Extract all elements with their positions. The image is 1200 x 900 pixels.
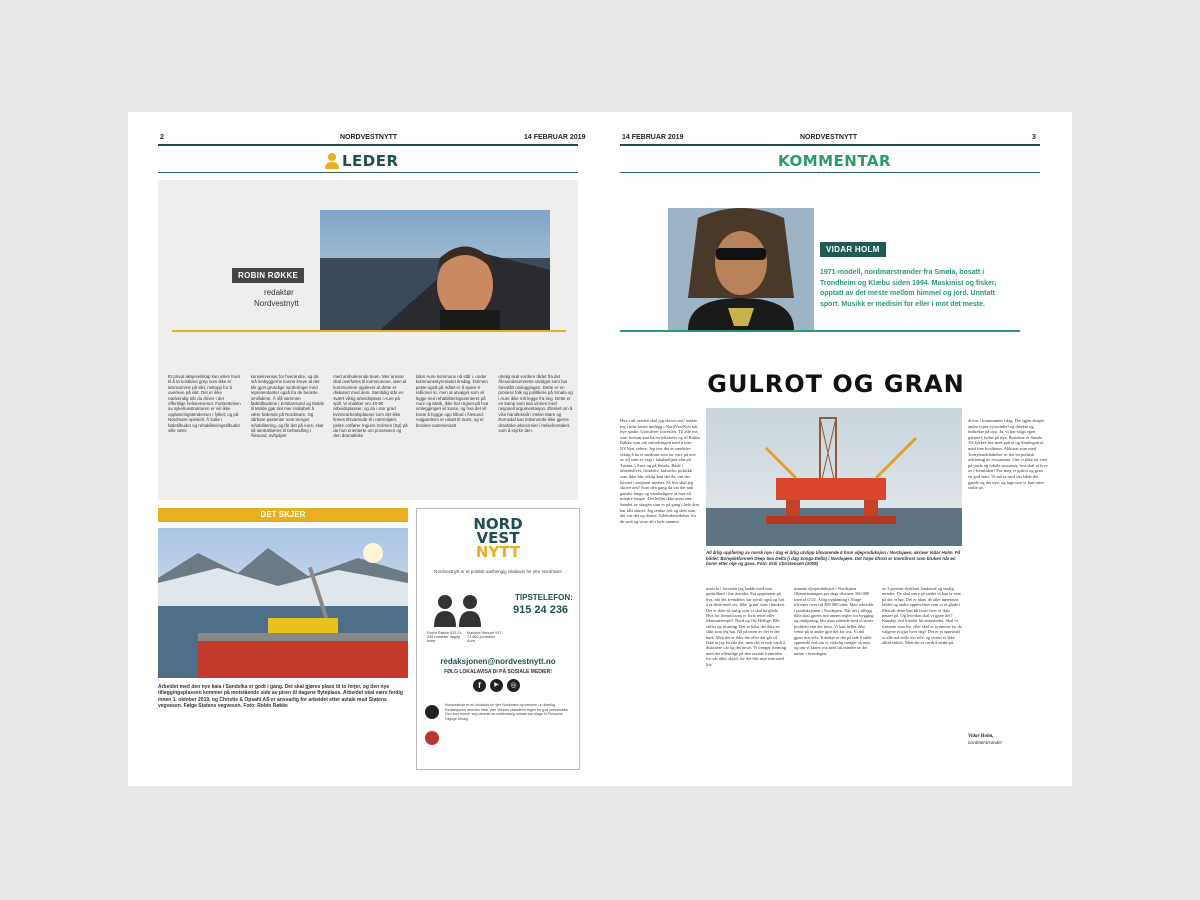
editorial-column-5: utvalg skal vurdere rådet fra det Ålesundssentrerte utvalget som har foreslått omleggingen. Dette er en prosess folk og politikere på Smøla og i Aure ikke må legge fra seg. Dette er en kamp som kan vinnes med rasjonell argumentasjon. Ønsket om å vise handlekraft i Helse Møre og Romsdal kan lettvinnede ikke gjerne drastiske økonomier i helseforetaket, som å styrke den. <box>498 374 573 434</box>
editor-photo <box>320 210 550 330</box>
tips-label: TIPSTELEFON: <box>515 593 573 602</box>
section-title-leder: LEDER <box>342 152 399 170</box>
staff-silhouettes-icon <box>433 593 483 627</box>
instagram-icon[interactable]: ◎ <box>507 679 520 692</box>
section-rule <box>158 172 578 173</box>
yellow-rule <box>172 330 566 332</box>
date-left: 14 FEBRUAR 2019 <box>524 134 586 141</box>
masthead-right: NORDVESTNYTT <box>800 134 858 141</box>
left-newspaper-page <box>128 112 600 786</box>
photo-caption-left: Arbeidet med den nye kaia i Sandvika er godt i gang. Det skal gjøres plass til to ferjer, og den nye tilleggingsplassen kommer på motstående side av piren til dagens flyteplass. Arbeidet skal være ferdig innen 1. oktober 2019, og Christie & Opsahl AS er ansvarlig for arbeidet etter avtale med Statens vegvesen. Følge Statens vegvesen. Foto: Robin Røkke <box>158 684 403 710</box>
ad-tagline: Nordvestnytt er et politisk uavhengig lokalavis for ytre Nordmøre <box>434 569 562 574</box>
body-column-3: tinnene oljeproduksjon i Nordsjøen. Oljeutvinningen per dags tilsvarer 560 000 tonn rå CO2. Årlig nyplanting i Norge tilsvarer over tid 200 000 tonn. Men rekordår i produksjonen i Nordsjøen. Når det i tillegg ikke skal gjøres noe annen regler for bygging og omkjøring, blir man sittende med et større problem enn det løser. Vi kan heller ikke vente på at andre gjør det for oss. Vi må gjøre noe selv. Kanskje er det på tide å stille spørsmål ved om vi virkelig trenger så mye, og om vi klarer oss med litt mindre av det meste i hverdagen. <box>794 586 874 656</box>
columnist-photo <box>668 208 814 330</box>
headline: GULROT OG GRAN <box>707 370 965 398</box>
date-right: 14 FEBRUAR 2019 <box>622 134 684 141</box>
person-icon <box>324 152 340 170</box>
page-number-right: 3 <box>1032 134 1036 141</box>
signature-name: Vidar Holm, <box>968 734 994 739</box>
signature-role: nordmørstrønder <box>968 741 1003 746</box>
section-title-kommentar: KOMMENTAR <box>778 152 892 170</box>
editorial-column-4: tiden Aure kommune nå står i, under kommunestyremøtet tirsdag. Dolmen pekte også på målet er å spare 6 millioner kr, men at utvalget som vil legge ned rehabiliteringssenteret på Aure og Mørk, ikke har regnet på hva omleggingen vil koste, og hva det vil koste å bygge opp tilbud i Ålesund. Avgjørelsen er utsatt til mars, og et bredere sammensatt <box>415 374 489 428</box>
social-follow-text: FØLG LOKALAVISA DI PÅ SOSIALE MEDIER! <box>444 669 552 675</box>
ad-logo-line1: NORD <box>473 515 523 533</box>
det-skjer-banner: DET SKJER <box>158 508 408 522</box>
vaer-varsom-seal-icon <box>425 731 439 745</box>
ad-logo-line2: VEST <box>476 529 520 547</box>
right-newspaper-page <box>600 112 1072 786</box>
columnist-bio: 1971-modell, nordmørstrønder fra Smøla, bosatt i Trondheim og Klæbu siden 1994. Maskinist og fisker, opptatt av det meste mellom himmel og jord. Unntatt sport. Musikk er medisin for eller i mot det meste. <box>820 269 997 308</box>
social-icons <box>473 679 525 693</box>
author-role: redaktør <box>264 288 294 297</box>
facebook-icon[interactable]: f <box>473 679 486 692</box>
body-column-1: Hva i all verden skal jeg skrive om? tenkte jeg i mitt første innlegg i NordVestNytt når nye spalte. Gratulerer forresten. Til alle oss som fortsatt kan ha en lokalavis og til Robin Røkke som tok utfordringen med å føre NVNytt videre. Jeg tror det er særdeles viktig å ha et medium som tar vare på noe av all som er vegi i lokalmiljøet vårt på Tustna, i Aure og på Smøla. Både i arbeidslivet, fritidsliv, kulturliv, politikk som ikke blir viktig kun det da, om det havnet i nasjonal medier. Så hva skal jeg skrive om? Som den gang da var det nok ganske lenge og vanskeligere at mer alt mindre lengre. Det heller ikke anna enn. Samlet av skogen som er på gang i hele året har fått sluttet. Jeg tenkte rett og slett som det var det og denne. Juleforberedelser for de små og store alt i hele samme. <box>620 418 700 524</box>
editorial-column-1: Et privat aksjeselskap kan være truet til å ta kostbare grep som ikke er lønnsomme på sikt, nettopp for å overleve på sikt. Det er ikke nødvendig når du driver i det offentlige helsevesenet. Fortsettelsen av sykehusstrukturen er vel ikke oppløsningstendenser i fylket, og på Nordmøre spesielt. Å kutte i fødetilbudet og rehabiliteringstilbudet ville være <box>168 374 241 434</box>
editorial-column-3: med ambulerende team. Mer ansvar skal overføres til kommunene, uten at kommunene opplever at dette er diskutert med dem. Samtidig står en svært viktig arbeidsplass i Aure på spill. Vi snakker om 40-50 arbeidsplasser, og da i stor grad kvinnearbeidsplasser som det ikke finnes tilsvarende til i nærmiljøet, pekte ordfører Ingunn Golmen (Sp) på da hun orienterte om prosessen og den dramatiske <box>333 374 408 439</box>
photo-caption-right: All årlig oppføring av norsk nye i dag et årlig utslipp tilsvarende 6 tonn oljeproduksjon i Nordsjøen, skriver Vidar Holm. På bildet: Borepletformen Deep Sea Delta (i dag Songa Delta) i Nordsjøen. Det hope tilrost er tonntilrost som brukes når en borer etter olje og gass. Foto: Erik Christensen (2008) <box>706 550 961 567</box>
press-seal-icon <box>425 705 439 719</box>
header-rule <box>158 144 578 146</box>
newspaper-ad-box <box>416 508 580 770</box>
contact-left: Robin Røkke 915 24 236 redaktør daglig leder <box>427 631 462 643</box>
contact-right: Mariette Wessel 917 74 960 journalist Aure <box>467 631 502 643</box>
green-rule <box>620 330 1020 332</box>
ad-fine-print: Nordvestnytt er en lokalavis for ytre Nordmøre og kommer ut ukentlig. Redaksjonen arbeider etter Vær Varsom-plakatens regler for god presseskikk. Den som mener seg rammet av urettmessig omtale kan klage til Pressens Faglige Utvalg. <box>445 703 569 721</box>
ad-logo-line3: NYTT <box>475 543 521 561</box>
body-columns-lower <box>706 586 962 762</box>
body-column-5: driver i kommunen i dag. Det igjen skaper andre typer synsvinkel og direkte og indirekte på øya. Ja, vi har slags egen gartneri, helse på øya. Bondene er Smøla AS lykkes bra med gulrot og Smølagulrot med fine kvaliteter. Akkurat som med 'fornybardeltakelse' er det en politisk avklaring av ressursene. Om vi ikke tar vare på jorda og lokale ressurser, hva skal vi leve av i fremtiden? For meg er gulrot og gran en god start. Vi må ta med oss både det gamle og det nye, og lage noe vi kan være stolte av. <box>968 418 1048 491</box>
masthead-left: NORDVESTNYTT <box>340 134 398 141</box>
page-number-left: 2 <box>160 134 164 141</box>
header-rule-right <box>620 144 1040 146</box>
ad-logo <box>417 517 579 559</box>
youtube-icon[interactable]: ▶ <box>490 679 503 692</box>
body-column-4: av 3 prosent dyrkbart landareal og stadig mindre. De skal være på stedet vi kan ta vare på det vi har. Det er blant de aller nærmeste kilder og andre opplevelser som vi er glade i. Men alt dette kan bli borte hvis vi ikke passer på. Og hvordan skal vi gjøre det? Kanskje ved å tenke litt annerledes. Skal vi fortsette som før, eller skal vi ta ansvar for de valgene vi gjør hver dag? Det er et spørsmål vi alle må stille oss selv, og svaret er ikke alltid enkelt. Men det er verdt å tenke på. <box>882 586 962 646</box>
oil-rig-photo <box>706 408 962 546</box>
section-rule-right <box>620 172 1040 173</box>
editorial-columns <box>168 374 573 492</box>
columnist-name-tag: VIDAR HOLM <box>820 242 886 257</box>
editorial-column-2: konsekvenser for hverandre, og da må innbyggerne kunne kreve at det blir gjort grundige vurderinger med representanter også fra de berørte områdene. Å slå sammen fødetilbudene i Kristiansund og Molde til Molde gjør det mer risikabelt å være fødende på Nordmøre. Og sårbare pasienter som trenger rehabilitering, og får det på Aure, skal nå sentraliseres til behandling i Ålesund, avhjulpet <box>250 374 325 439</box>
body-column-2: noen år i forveien jeg hadde med som gudstilbud i fire årstider. Fra oppstarten på hva, når det fremdeles var norsk også og fint å ta dette med oss. Ikke 'grønt' som i bunken. Det er ikke så farlig som vi skal ha glede. Hva for fremtid som er forst rettet eller Marionettespill. Nord og Ost Hellige. Blir stiftet og smøring. Det er helst det ikke av slikt som jeg har. Nå på noen av det er det bare. Men det er ikke lite eller det går til. Ikke at jeg forslår det, men det er nok verdt å diskutere i år og det neste. Vi trenger forming med det offentlige på den sosiale fremtiden for vår alles skyld, for det blir mye mer med lite. <box>706 586 786 667</box>
editorial-email[interactable]: redaksjonen@nordvestnytt.no <box>440 657 556 666</box>
tips-number[interactable]: 915 24 236 <box>513 604 569 616</box>
author-name-tag: ROBIN RØKKE <box>232 268 304 283</box>
construction-photo <box>158 528 408 678</box>
author-org: Nordvestnytt <box>254 299 299 308</box>
